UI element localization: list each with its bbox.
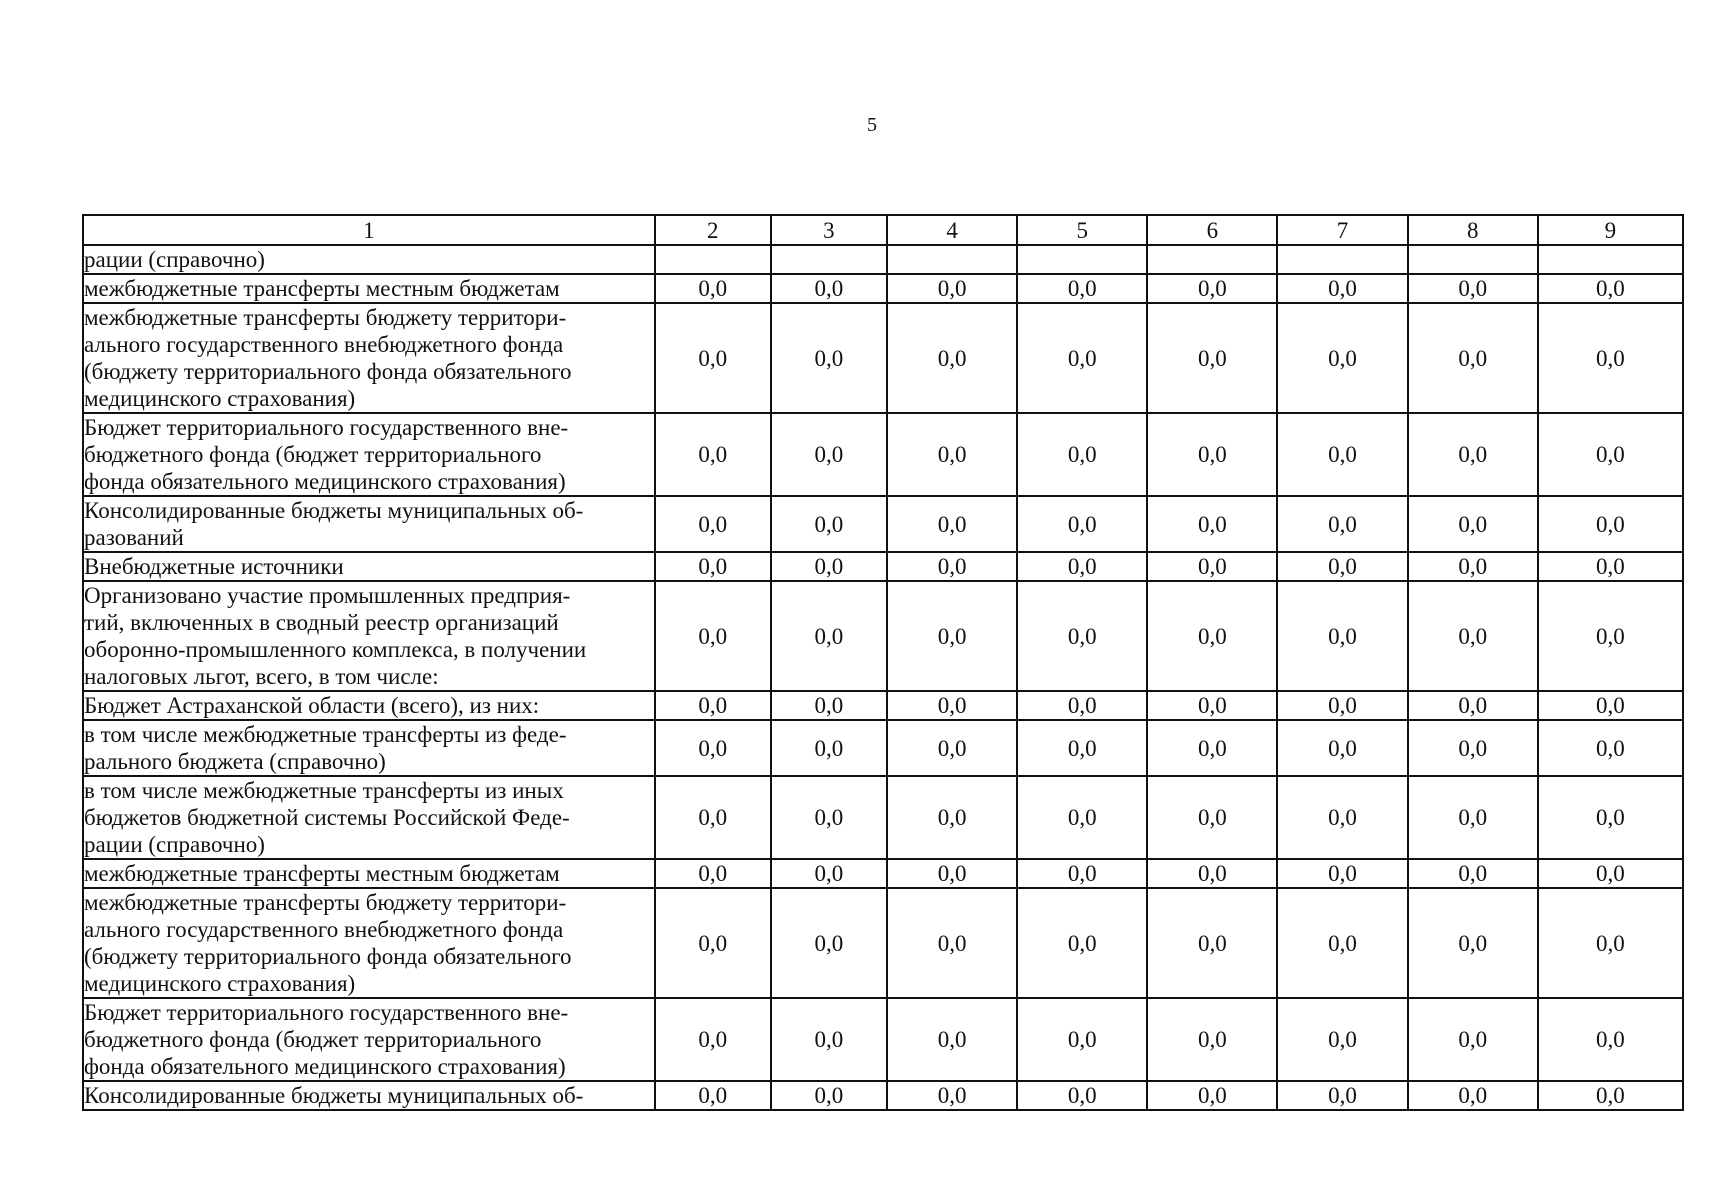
table-row [83,888,1683,998]
value-cell: 0,0 [655,998,771,1081]
value-cell [1147,245,1277,274]
value-cell: 0,0 [655,720,771,776]
header-cell: 9 [1538,215,1683,245]
value-cell: 0,0 [887,776,1017,859]
row-label: межбюджетные трансферты местным бюджетам [83,274,655,303]
value-cell: 0,0 [1017,581,1147,691]
row-label: межбюджетные трансферты бюджету территори- ального государственного внебюджетного фонда (бюджету территориального фонда обязательного медицинского страхования) [83,888,655,998]
value-cell [1408,245,1538,274]
header-cell: 2 [655,215,771,245]
value-cell: 0,0 [1408,413,1538,496]
value-cell: 0,0 [1538,413,1683,496]
value-cell: 0,0 [771,413,887,496]
value-cell: 0,0 [1277,552,1407,581]
value-cell: 0,0 [1147,1081,1277,1110]
value-cell: 0,0 [771,888,887,998]
value-cell [1538,245,1683,274]
table-row [83,776,1683,859]
value-cell: 0,0 [887,413,1017,496]
value-cell: 0,0 [1017,413,1147,496]
value-cell: 0,0 [1408,496,1538,552]
value-cell: 0,0 [1277,496,1407,552]
table-row [83,552,1683,581]
table-row [83,720,1683,776]
value-cell: 0,0 [1277,776,1407,859]
value-cell: 0,0 [655,496,771,552]
value-cell: 0,0 [887,496,1017,552]
row-label: в том числе межбюджетные трансферты из феде- рального бюджета (справочно) [83,720,655,776]
value-cell: 0,0 [1017,691,1147,720]
value-cell: 0,0 [1408,859,1538,888]
value-cell: 0,0 [1408,303,1538,413]
value-cell: 0,0 [771,496,887,552]
value-cell: 0,0 [771,859,887,888]
value-cell: 0,0 [1538,274,1683,303]
value-cell: 0,0 [1147,413,1277,496]
value-cell: 0,0 [655,303,771,413]
value-cell: 0,0 [1147,888,1277,998]
value-cell: 0,0 [771,998,887,1081]
value-cell: 0,0 [655,859,771,888]
value-cell: 0,0 [1408,1081,1538,1110]
value-cell: 0,0 [771,720,887,776]
table-row [83,998,1683,1081]
row-label: Внебюджетные источники [83,552,655,581]
value-cell: 0,0 [655,691,771,720]
value-cell: 0,0 [1017,496,1147,552]
value-cell: 0,0 [655,581,771,691]
value-cell: 0,0 [1277,581,1407,691]
value-cell: 0,0 [655,552,771,581]
value-cell: 0,0 [1538,552,1683,581]
value-cell: 0,0 [887,581,1017,691]
value-cell: 0,0 [655,1081,771,1110]
value-cell: 0,0 [655,413,771,496]
value-cell: 0,0 [1277,413,1407,496]
value-cell: 0,0 [655,274,771,303]
value-cell: 0,0 [1017,1081,1147,1110]
value-cell [655,245,771,274]
row-label: Бюджет территориального государственного вне- бюджетного фонда (бюджет территориального фонда обязательного медицинского страхования) [83,998,655,1081]
value-cell: 0,0 [887,274,1017,303]
value-cell: 0,0 [1538,303,1683,413]
value-cell [1277,245,1407,274]
value-cell: 0,0 [1408,998,1538,1081]
header-cell: 5 [1017,215,1147,245]
header-cell: 1 [83,215,655,245]
value-cell: 0,0 [771,303,887,413]
value-cell: 0,0 [1408,720,1538,776]
value-cell: 0,0 [1538,691,1683,720]
value-cell: 0,0 [1147,303,1277,413]
value-cell: 0,0 [1408,888,1538,998]
value-cell: 0,0 [887,303,1017,413]
value-cell: 0,0 [1147,581,1277,691]
value-cell: 0,0 [1408,552,1538,581]
value-cell: 0,0 [887,998,1017,1081]
value-cell: 0,0 [887,552,1017,581]
value-cell: 0,0 [655,888,771,998]
table-body [83,245,1683,1110]
value-cell: 0,0 [1147,776,1277,859]
value-cell: 0,0 [1147,720,1277,776]
value-cell: 0,0 [1538,581,1683,691]
value-cell: 0,0 [1408,691,1538,720]
value-cell: 0,0 [1147,274,1277,303]
value-cell: 0,0 [655,776,771,859]
row-label: межбюджетные трансферты бюджету территори- ального государственного внебюджетного фонда (бюджету территориального фонда обязательного медицинского страхования) [83,303,655,413]
value-cell [1017,245,1147,274]
row-label: Бюджет Астраханской области (всего), из них: [83,691,655,720]
row-label: Бюджет территориального государственного вне- бюджетного фонда (бюджет территориального фонда обязательного медицинского страхования) [83,413,655,496]
row-label: Консолидированные бюджеты муниципальных об- разований [83,496,655,552]
value-cell: 0,0 [1017,303,1147,413]
value-cell: 0,0 [1147,552,1277,581]
value-cell: 0,0 [1277,859,1407,888]
value-cell: 0,0 [1538,1081,1683,1110]
value-cell: 0,0 [1277,303,1407,413]
value-cell: 0,0 [1017,274,1147,303]
value-cell [887,245,1017,274]
table-row [83,581,1683,691]
value-cell: 0,0 [1538,859,1683,888]
row-label: Организовано участие промышленных предприя- тий, включенных в сводный реестр организаций оборонно-промышленного комплекса, в получении налоговых льгот, всего, в том числе: [83,581,655,691]
header-row [83,215,1683,245]
value-cell: 0,0 [771,274,887,303]
value-cell: 0,0 [771,691,887,720]
value-cell: 0,0 [1147,496,1277,552]
value-cell: 0,0 [1277,274,1407,303]
header-cell: 3 [771,215,887,245]
value-cell: 0,0 [1017,720,1147,776]
row-label: рации (справочно) [83,245,655,274]
value-cell: 0,0 [1017,552,1147,581]
value-cell: 0,0 [1538,776,1683,859]
value-cell: 0,0 [1538,998,1683,1081]
value-cell: 0,0 [887,720,1017,776]
table-row [83,691,1683,720]
table-row [83,245,1683,274]
table-row [83,496,1683,552]
page-number: 5 [867,114,877,136]
header-cell: 4 [887,215,1017,245]
value-cell: 0,0 [1147,998,1277,1081]
table-row [83,1081,1683,1110]
value-cell: 0,0 [1538,720,1683,776]
table-row [83,859,1683,888]
value-cell: 0,0 [1538,496,1683,552]
value-cell: 0,0 [771,1081,887,1110]
value-cell [771,245,887,274]
value-cell: 0,0 [887,888,1017,998]
value-cell: 0,0 [1147,691,1277,720]
table-row [83,303,1683,413]
value-cell: 0,0 [887,1081,1017,1110]
value-cell: 0,0 [1017,998,1147,1081]
value-cell: 0,0 [771,581,887,691]
value-cell: 0,0 [1147,859,1277,888]
value-cell: 0,0 [1408,776,1538,859]
value-cell: 0,0 [887,859,1017,888]
value-cell: 0,0 [1017,859,1147,888]
value-cell: 0,0 [1277,691,1407,720]
value-cell: 0,0 [1408,581,1538,691]
table-row [83,413,1683,496]
header-cell: 8 [1408,215,1538,245]
value-cell: 0,0 [1277,720,1407,776]
value-cell: 0,0 [1277,888,1407,998]
value-cell: 0,0 [1408,274,1538,303]
header-cell: 6 [1147,215,1277,245]
value-cell: 0,0 [771,776,887,859]
value-cell: 0,0 [1017,776,1147,859]
row-label: Консолидированные бюджеты муниципальных об- [83,1081,655,1110]
budget-table [82,214,1684,1111]
value-cell: 0,0 [1017,888,1147,998]
value-cell: 0,0 [887,691,1017,720]
table-header [83,215,1683,245]
value-cell: 0,0 [1538,888,1683,998]
row-label: межбюджетные трансферты местным бюджетам [83,859,655,888]
table-row [83,274,1683,303]
value-cell: 0,0 [771,552,887,581]
value-cell: 0,0 [1277,998,1407,1081]
value-cell: 0,0 [1277,1081,1407,1110]
header-cell: 7 [1277,215,1407,245]
row-label: в том числе межбюджетные трансферты из иных бюджетов бюджетной системы Российской Феде- рации (справочно) [83,776,655,859]
